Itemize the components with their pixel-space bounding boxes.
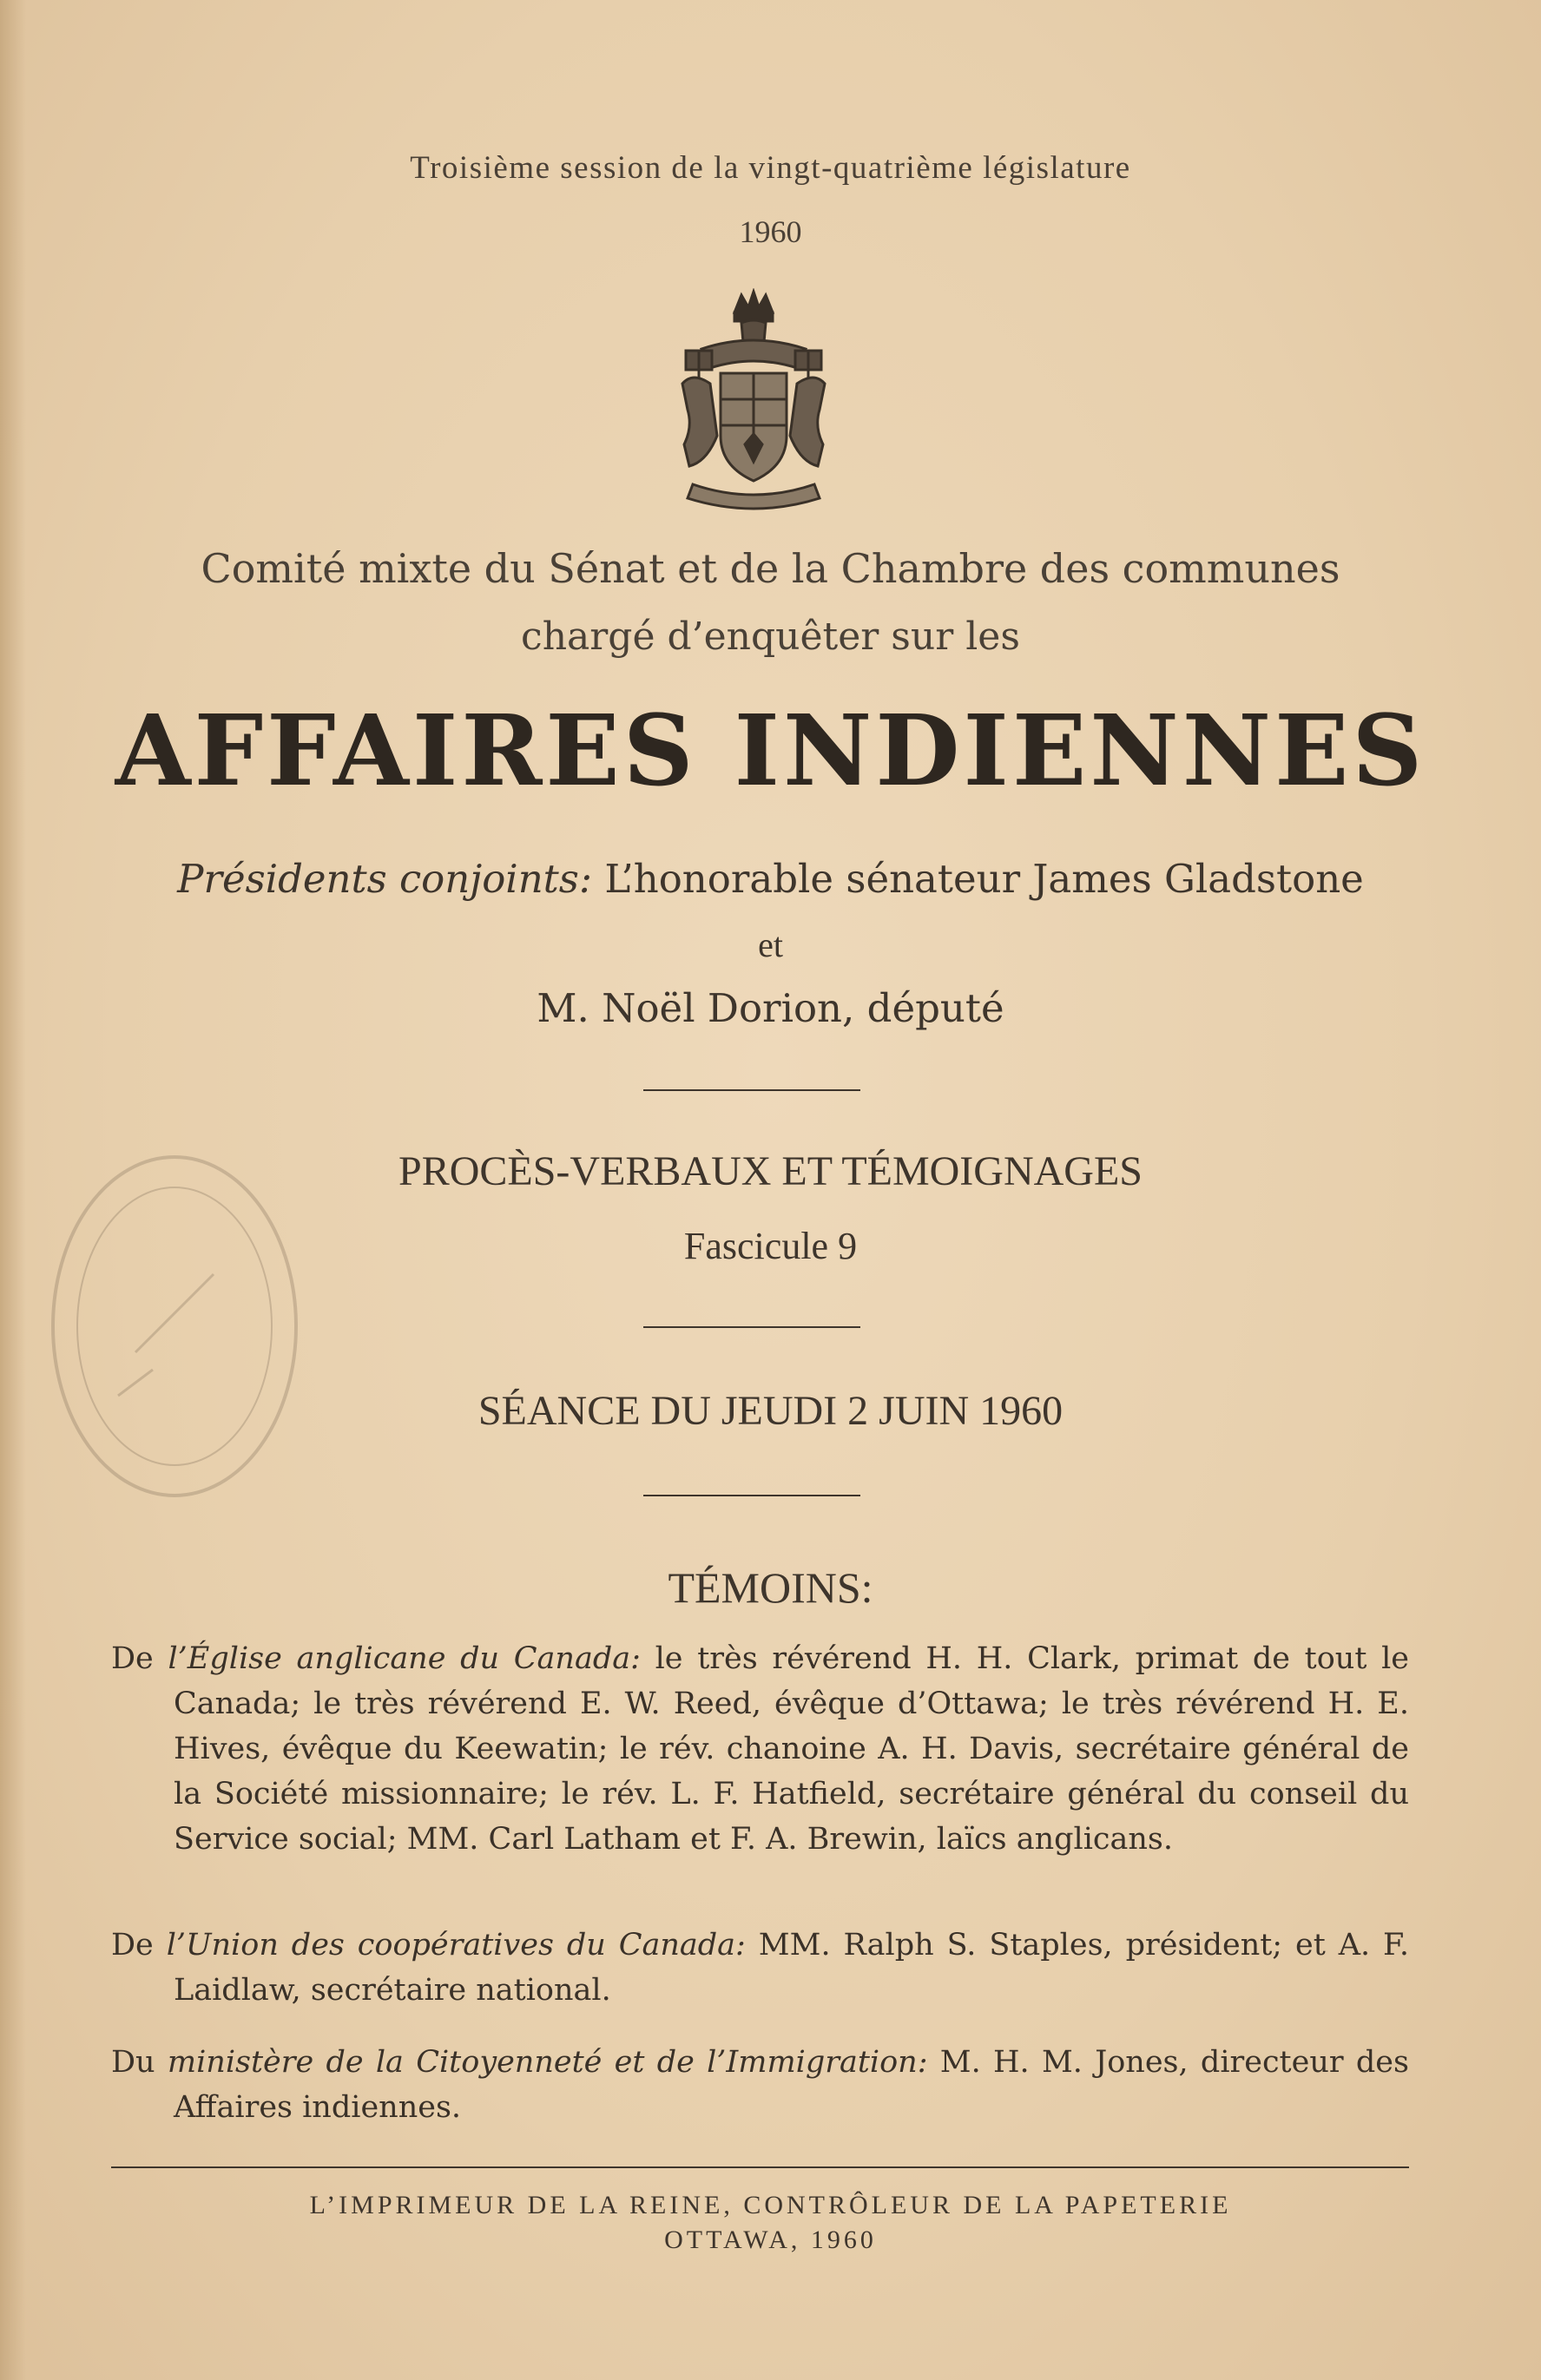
president-name-1: L’honorable sénateur James Gladstone: [604, 856, 1364, 902]
witness-prefix: De: [111, 1928, 154, 1963]
witness-names: M. H. M. Jones, directeur des Affaires indiennes.: [174, 2045, 1409, 2125]
president-name-2: M. Noël Dorion, député: [537, 985, 1004, 1031]
committee-line-2: chargé d’enquêter sur les: [521, 615, 1020, 659]
divider-rule: [643, 1089, 860, 1091]
presidents-line: [0, 856, 1541, 902]
witness-organization: ministère de la Citoyenneté et de l’Immigration:: [167, 2045, 928, 2080]
witness-organization: l’Église anglicane du Canada:: [168, 1641, 641, 1676]
committee-line-1: Comité mixte du Sénat et de la Chambre des communes: [201, 545, 1340, 592]
proceedings-heading: PROCÈS-VERBAUX ET TÉMOIGNAGES: [398, 1148, 1143, 1194]
witness-entry: [111, 1923, 1409, 2013]
fascicule-number: Fascicule 9: [683, 1225, 858, 1267]
presidents-label: Présidents conjoints:: [177, 856, 593, 902]
coat-of-arms-icon: [667, 288, 840, 518]
session-year: 1960: [739, 214, 802, 249]
presidents-conjunction: et: [758, 925, 783, 964]
session-line: Troisième session de la vingt-quatrième législature: [410, 150, 1131, 186]
witness-entry: [111, 1636, 1409, 1862]
witness-entry: [111, 2040, 1409, 2130]
witness-prefix: Du: [111, 2045, 155, 2080]
printer-line: L’IMPRIMEUR DE LA REINE, CONTRÔLEUR DE LA PAPETERIE: [309, 2191, 1232, 2219]
witness-prefix: De: [111, 1641, 154, 1676]
witness-organization: l’Union des coopératives du Canada:: [166, 1928, 746, 1963]
witness-names: le très révérend H. H. Clark, primat de tout le Canada; le très révérend E. W. Reed, évêque d’Ottawa; le très révérend H. E. Hives, évêque du Keewatin; le rév. chanoine A. H. Davis, secrétaire général de la Société missionnaire; le rév. L. F. Hatfield, secrétaire général du conseil du Service social; MM. Carl Latham et F. A. Brewin, laïcs anglicans.: [174, 1641, 1409, 1857]
session-date: SÉANCE DU JEUDI 2 JUIN 1960: [477, 1388, 1064, 1434]
footer-rule: [111, 2166, 1409, 2168]
witness-names: MM. Ralph S. Staples, président; et A. F. Laidlaw, secrétaire national.: [174, 1928, 1409, 2008]
printer-place-year: OTTAWA, 1960: [664, 2225, 877, 2254]
library-stamp-icon: [31, 1144, 300, 1509]
witnesses-heading: TÉMOINS:: [668, 1563, 873, 1612]
divider-rule: [643, 1326, 860, 1328]
main-title: AFFAIRES INDIENNES: [115, 694, 1426, 808]
divider-rule: [643, 1495, 860, 1496]
